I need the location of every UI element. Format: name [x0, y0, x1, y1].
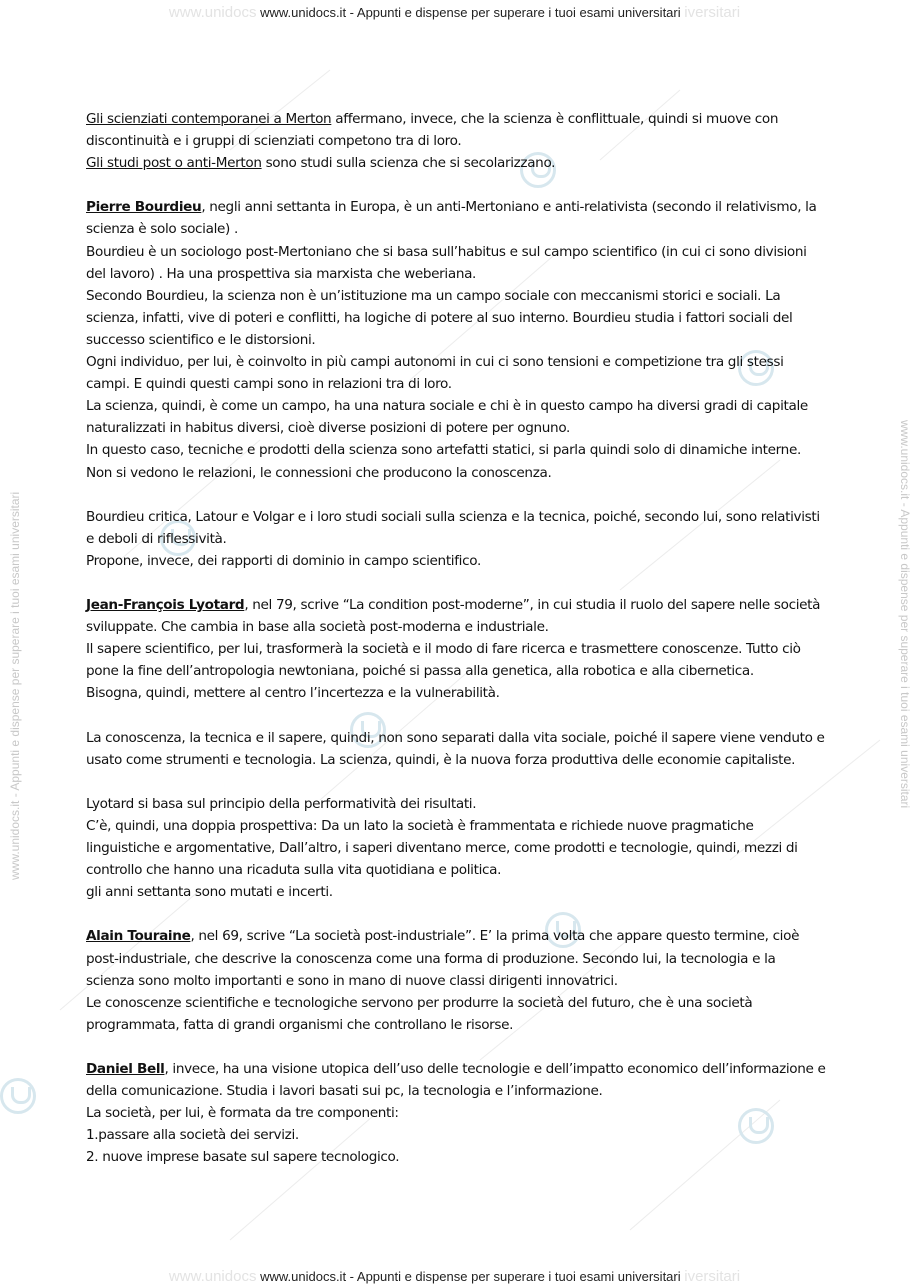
paragraph: Secondo Bourdieu, la scienza non è un’istituzione ma un campo sociale con meccanismi storici e sociali. La scienza, infatti, vive di poteri e conflitti, ha logiche di potere al suo interno. Bourdieu studia i fattori sociali del successo scientifico e le distorsioni.: [86, 287, 793, 348]
paragraph: C’è, quindi, una doppia prospettiva: Da un lato la società è frammentata e richiede nuove pragmatiche linguistiche e argomentative, Dall’altro, i saperi diventano merce, come prodotti e tecnologie, quindi, mezzi di controllo che hanno una ricaduta sulla vita quotidiana e politica.: [86, 818, 798, 879]
paragraph: Alain Touraine, nel 69, scrive “La società post-industriale”. E’ la prima volta che appare questo termine, cioè post-industriale, che descrive la conoscenza come una forma di produzione. Secondo lui, la tecnologia e la scienza sono molto importanti e sono in mano di nuove classi dirigenti innovatrici.: [86, 928, 800, 989]
watermark-right-side: www.unidocs.it - Appunti e dispense per superare i tuoi esami universitari: [898, 420, 912, 809]
paragraph: La scienza, quindi, è come un campo, ha una natura sociale e chi è in questo campo ha diversi gradi di capitale naturalizzati in habitus diversi, cioè diverse posizioni di potere per ognuno.: [86, 398, 808, 437]
watermark-header: www.unidocs www.unidocs.it - Appunti e dispense per superare i tuoi esami universitari iversitari: [168, 4, 741, 21]
paragraph: Il sapere scientifico, per lui, trasformerà la società e il modo di fare ricerca e trasmettere conoscenze. Tutto ciò pone la fine dell’antropologia newtoniana, poiché si passa alla genetica, alla robotica e alla cibernetica.: [86, 641, 801, 680]
watermark-logo-icon: [0, 1078, 36, 1114]
paragraph: gli anni settanta sono mutati e incerti.: [86, 884, 333, 901]
paragraph: Gli scienziati contemporanei a Merton affermano, invece, che la scienza è conflittuale, quindi si muove con discontinuità e i gruppi di scienziati competono tra di loro.: [86, 111, 779, 150]
author-name: Alain Touraine: [86, 928, 191, 945]
paragraph: Lyotard si basa sul principio della performatività dei risultati.: [86, 795, 477, 812]
paragraph: La conoscenza, la tecnica e il sapere, quindi, non sono separati dalla vita sociale, poiché il sapere viene venduto e usato come strumenti e tecnologia. La scienza, quindi, è la nuova forza produttiva delle economie capitaliste.: [86, 729, 825, 768]
paragraph: Ogni individuo, per lui, è coinvolto in più campi autonomi in cui ci sono tensioni e competizione tra gli stessi campi. E quindi questi campi sono in relazioni tra di loro.: [86, 354, 784, 393]
paragraph: Pierre Bourdieu, negli anni settanta in Europa, è un anti-Mertoniano e anti-relativista (secondo il relativismo, la scienza è solo sociale) .: [86, 199, 817, 238]
watermark-header-text: www.unidocs.it - Appunti e dispense per superare i tuoi esami universitari: [260, 5, 681, 20]
paragraph: Le conoscenze scientifiche e tecnologiche servono per produrre la società del futuro, che è una società programmata, fatta di grandi organismi che controllano le risorse.: [86, 994, 753, 1033]
paragraph: Daniel Bell, invece, ha una visione utopica dell’uso delle tecnologie e dell’impatto economico dell’informazione e della comunicazione. Studia i lavori basati sui pc, la tecnologia e l’informazione.: [86, 1061, 826, 1100]
paragraph: Jean-François Lyotard, nel 79, scrive “La condition post-moderne”, in cui studia il ruolo del sapere nelle società sviluppate. Che cambia in base alla società post-moderna e industriale.: [86, 597, 821, 636]
paragraph: La società, per lui, è formata da tre componenti:: [86, 1105, 399, 1122]
paragraph: In questo caso, tecniche e prodotti della scienza sono artefatti statici, si parla quindi solo di dinamiche interne. Non si vedono le relazioni, le connessioni che producono la conoscenza.: [86, 442, 801, 481]
watermark-footer-text: www.unidocs.it - Appunti e dispense per superare i tuoi esami universitari: [260, 1269, 681, 1284]
author-name: Jean-François Lyotard: [86, 597, 245, 614]
watermark-left-side: www.unidocs.it - Appunti e dispense per superare i tuoi esami universitari: [8, 491, 22, 880]
paragraph: Bourdieu critica, Latour e Volgar e i loro studi sociali sulla scienza e la tecnica, poiché, secondo lui, sono relativisti e deboli di riflessività.: [86, 508, 820, 547]
term-underlined: Gli scienziati contemporanei a Merton: [86, 111, 332, 127]
paragraph: Bourdieu è un sociologo post-Mertoniano che si basa sull’habitus e sul campo scientifico (in cui ci sono divisioni del lavoro) . Ha una prospettiva sia marxista che weberiana.: [86, 243, 807, 282]
term-underlined: Gli studi post o anti-Merton: [86, 155, 262, 172]
paragraph: Bisogna, quindi, mettere al centro l’incertezza e la vulnerabilità.: [86, 685, 500, 702]
list-item: 1.passare alla società dei servizi.: [86, 1127, 299, 1144]
author-name: Daniel Bell: [86, 1061, 165, 1078]
author-name: Pierre Bourdieu: [86, 199, 202, 216]
paragraph: Propone, invece, dei rapporti di dominio in campo scientifico.: [86, 552, 481, 569]
paragraph: Gli studi post o anti-Merton sono studi sulla scienza che si secolarizzano.: [86, 155, 556, 172]
list-item: 2. nuove imprese basate sul sapere tecnologico.: [86, 1149, 400, 1166]
watermark-footer: www.unidocs www.unidocs.it - Appunti e dispense per superare i tuoi esami universitari iversitari: [168, 1268, 741, 1285]
document-body: [86, 108, 826, 1169]
